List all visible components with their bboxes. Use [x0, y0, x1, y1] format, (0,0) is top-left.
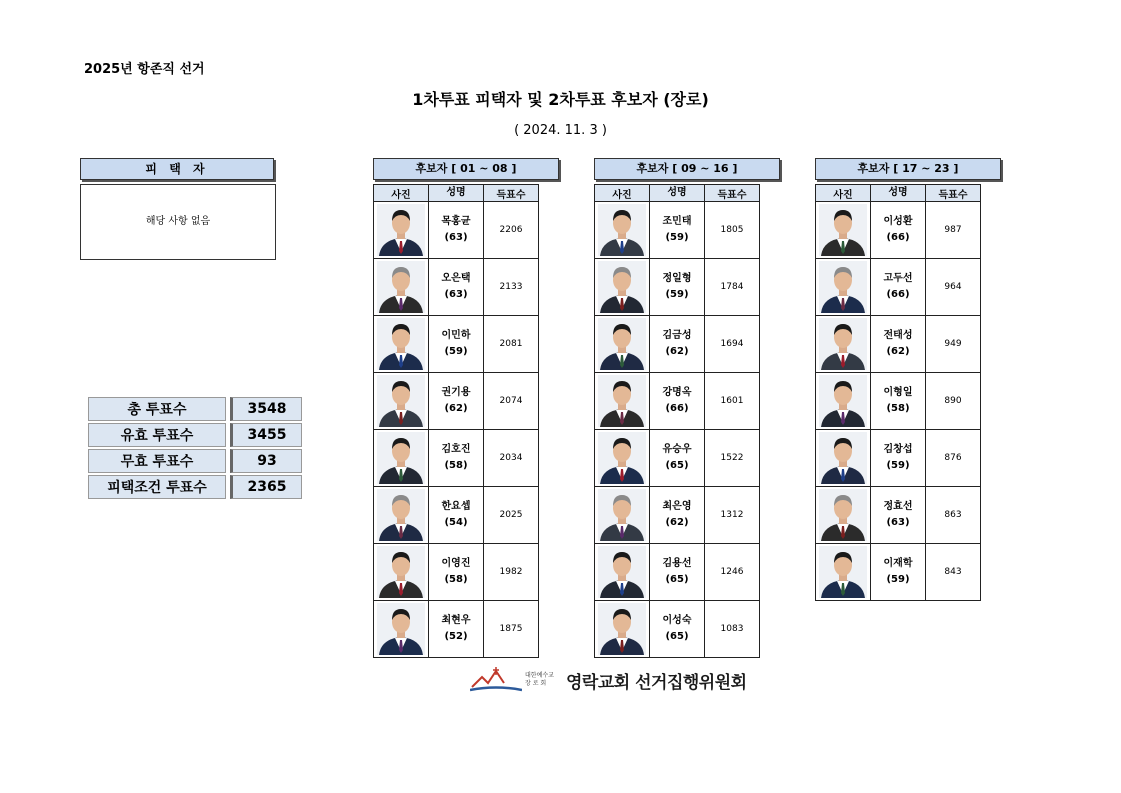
- candidate-photo: [598, 375, 646, 427]
- candidate-votes: 1246: [705, 544, 760, 601]
- candidate-votes: 2074: [484, 373, 539, 430]
- candidate-row: [816, 373, 981, 430]
- candidate-name-cell: [871, 202, 926, 259]
- candidate-age: (54): [444, 517, 468, 528]
- candidate-name-cell: [871, 544, 926, 601]
- candidate-votes: 863: [926, 487, 981, 544]
- candidate-age: (65): [665, 631, 689, 642]
- footer-small-line1: 대한예수교: [525, 672, 554, 679]
- candidate-age: (58): [444, 460, 468, 471]
- candidate-photo: [377, 375, 425, 427]
- candidate-row: [816, 487, 981, 544]
- candidate-name: 권기용: [441, 387, 471, 398]
- candidate-row: [595, 259, 760, 316]
- document-label: 2025년 항존직 선거: [84, 62, 205, 77]
- candidate-row: [595, 202, 760, 259]
- candidate-table: [373, 184, 539, 658]
- candidate-name-cell: [429, 544, 484, 601]
- candidate-name-cell: [650, 601, 705, 658]
- candidate-row: [374, 544, 539, 601]
- church-logo-icon: [470, 665, 522, 693]
- column-header-photo: 사진: [595, 185, 650, 202]
- candidate-row: [816, 544, 981, 601]
- candidate-photo: [819, 375, 867, 427]
- candidate-name-cell: [871, 373, 926, 430]
- stat-label: 총 투표수: [88, 397, 226, 421]
- candidate-name: 한요셉: [441, 501, 471, 512]
- candidate-name: 이성숙: [662, 615, 692, 626]
- candidate-age: (62): [886, 346, 910, 357]
- candidate-votes: 2133: [484, 259, 539, 316]
- candidate-row: [595, 544, 760, 601]
- candidate-votes: 987: [926, 202, 981, 259]
- candidate-name: 김금성: [662, 330, 692, 341]
- column-header-votes: 득표수: [705, 185, 760, 202]
- candidate-row: [595, 316, 760, 373]
- candidate-name-cell: [650, 430, 705, 487]
- candidate-votes: 1601: [705, 373, 760, 430]
- candidate-name: 이재학: [883, 558, 913, 569]
- candidate-photo: [377, 204, 425, 256]
- stat-row: [88, 475, 302, 499]
- page-title: 1차투표 피택자 및 2차투표 후보자 (장로): [412, 90, 709, 109]
- candidate-name-cell: [871, 430, 926, 487]
- group-header: 후보자 [ 09 ~ 16 ]: [594, 158, 780, 180]
- candidate-age: (63): [886, 517, 910, 528]
- candidate-votes: 1522: [705, 430, 760, 487]
- candidate-name-cell: [650, 544, 705, 601]
- candidate-photo: [819, 318, 867, 370]
- candidate-name-cell: [429, 601, 484, 658]
- candidate-photo: [598, 318, 646, 370]
- candidate-votes: 2081: [484, 316, 539, 373]
- candidate-votes: 964: [926, 259, 981, 316]
- candidate-votes: 876: [926, 430, 981, 487]
- candidate-name: 이성환: [883, 216, 913, 227]
- election-date: ( 2024. 11. 3 ): [514, 123, 607, 138]
- column-header-photo: 사진: [374, 185, 429, 202]
- candidate-photo: [598, 489, 646, 541]
- candidate-votes: 1875: [484, 601, 539, 658]
- candidate-row: [374, 202, 539, 259]
- candidate-name-cell: [871, 316, 926, 373]
- stat-row: [88, 423, 302, 447]
- candidate-age: (59): [886, 460, 910, 471]
- candidate-row: [816, 430, 981, 487]
- candidate-photo: [819, 546, 867, 598]
- elected-content: 해당 사항 없음: [145, 215, 211, 227]
- candidate-photo: [819, 204, 867, 256]
- candidate-photo: [377, 432, 425, 484]
- candidate-age: (62): [665, 517, 689, 528]
- candidate-age: (59): [444, 346, 468, 357]
- candidate-age: (63): [444, 289, 468, 300]
- candidate-age: (66): [665, 403, 689, 414]
- candidate-age: (65): [665, 460, 689, 471]
- candidate-age: (66): [886, 232, 910, 243]
- candidate-photo: [377, 489, 425, 541]
- stat-value: 93: [230, 449, 302, 473]
- candidate-photo: [819, 489, 867, 541]
- candidate-row: [816, 202, 981, 259]
- candidate-row: [374, 373, 539, 430]
- stat-label: 피택조건 투표수: [88, 475, 226, 499]
- candidate-photo: [598, 261, 646, 313]
- stat-label: 무효 투표수: [88, 449, 226, 473]
- candidate-name: 이민하: [441, 330, 471, 341]
- column-header-name: 성명: [429, 185, 484, 202]
- candidate-age: (58): [886, 403, 910, 414]
- candidate-name: 김용선: [662, 558, 692, 569]
- candidate-name: 이형일: [883, 387, 913, 398]
- group-header: 후보자 [ 01 ~ 08 ]: [373, 158, 559, 180]
- candidate-row: [374, 316, 539, 373]
- elected-box: [80, 184, 276, 260]
- candidate-row: [374, 430, 539, 487]
- candidate-age: (63): [444, 232, 468, 243]
- candidate-name: 유승우: [662, 444, 692, 455]
- candidate-name: 목홍균: [441, 216, 471, 227]
- candidate-votes: 2025: [484, 487, 539, 544]
- candidate-photo: [598, 603, 646, 655]
- candidate-name: 최은영: [662, 501, 692, 512]
- stat-value: 2365: [230, 475, 302, 499]
- candidate-row: [595, 601, 760, 658]
- candidate-votes: 1312: [705, 487, 760, 544]
- candidate-name: 최현우: [441, 615, 471, 626]
- candidate-name: 김창섭: [883, 444, 913, 455]
- candidate-age: (65): [665, 574, 689, 585]
- candidate-name: 김호진: [441, 444, 471, 455]
- candidate-name-cell: [871, 259, 926, 316]
- candidate-photo: [598, 204, 646, 256]
- candidate-age: (62): [444, 403, 468, 414]
- candidate-votes: 843: [926, 544, 981, 601]
- candidate-name-cell: [650, 373, 705, 430]
- candidate-name-cell: [650, 316, 705, 373]
- candidate-name-cell: [429, 259, 484, 316]
- elected-header: 피 택 자: [80, 158, 274, 180]
- candidate-photo: [377, 603, 425, 655]
- footer-org: 영락교회 선거집행위원회: [566, 673, 747, 693]
- candidate-name: 정효선: [883, 501, 913, 512]
- candidate-row: [595, 373, 760, 430]
- candidate-name-cell: [650, 202, 705, 259]
- candidate-row: [374, 601, 539, 658]
- candidate-photo: [377, 318, 425, 370]
- candidate-row: [374, 487, 539, 544]
- candidate-name: 고두선: [883, 273, 913, 284]
- candidate-name-cell: [429, 487, 484, 544]
- candidate-name: 조민태: [662, 216, 692, 227]
- candidate-name: 오은택: [441, 273, 471, 284]
- candidate-votes: 1982: [484, 544, 539, 601]
- candidate-table: [594, 184, 760, 658]
- candidate-age: (59): [886, 574, 910, 585]
- stat-value: 3455: [230, 423, 302, 447]
- candidate-name-cell: [429, 202, 484, 259]
- candidate-photo: [377, 546, 425, 598]
- candidate-votes: 1694: [705, 316, 760, 373]
- candidate-table: [815, 184, 981, 601]
- candidate-row: [595, 487, 760, 544]
- candidate-row: [374, 259, 539, 316]
- candidate-age: (62): [665, 346, 689, 357]
- candidate-name-cell: [650, 259, 705, 316]
- candidate-name: 전태성: [883, 330, 913, 341]
- candidate-name-cell: [429, 430, 484, 487]
- candidate-photo: [819, 261, 867, 313]
- column-header-photo: 사진: [816, 185, 871, 202]
- candidate-photo: [819, 432, 867, 484]
- candidate-row: [595, 430, 760, 487]
- candidate-age: (58): [444, 574, 468, 585]
- candidate-votes: 1805: [705, 202, 760, 259]
- candidate-age: (59): [665, 232, 689, 243]
- candidate-name-cell: [650, 487, 705, 544]
- candidate-photo: [377, 261, 425, 313]
- candidate-name-cell: [871, 487, 926, 544]
- candidate-name: 이영진: [441, 558, 471, 569]
- candidate-name-cell: [429, 316, 484, 373]
- column-header-votes: 득표수: [484, 185, 539, 202]
- stat-row: [88, 449, 302, 473]
- candidate-votes: 1784: [705, 259, 760, 316]
- column-header-votes: 득표수: [926, 185, 981, 202]
- group-header: 후보자 [ 17 ~ 23 ]: [815, 158, 1001, 180]
- candidate-name: 정일형: [662, 273, 692, 284]
- candidate-name: 강명옥: [662, 387, 692, 398]
- candidate-row: [816, 316, 981, 373]
- candidate-name-cell: [429, 373, 484, 430]
- candidate-votes: 890: [926, 373, 981, 430]
- stat-value: 3548: [230, 397, 302, 421]
- candidate-votes: 1083: [705, 601, 760, 658]
- candidate-photo: [598, 546, 646, 598]
- column-header-name: 성명: [871, 185, 926, 202]
- candidate-votes: 949: [926, 316, 981, 373]
- candidate-row: [816, 259, 981, 316]
- candidate-age: (66): [886, 289, 910, 300]
- footer-denomination: [525, 672, 554, 688]
- candidate-photo: [598, 432, 646, 484]
- candidate-votes: 2206: [484, 202, 539, 259]
- stat-row: [88, 397, 302, 421]
- stat-label: 유효 투표수: [88, 423, 226, 447]
- vote-stats-table: [88, 395, 302, 501]
- column-header-name: 성명: [650, 185, 705, 202]
- candidate-votes: 2034: [484, 430, 539, 487]
- footer-small-line2: 장 로 회: [525, 680, 547, 687]
- candidate-age: (52): [444, 631, 468, 642]
- candidate-age: (59): [665, 289, 689, 300]
